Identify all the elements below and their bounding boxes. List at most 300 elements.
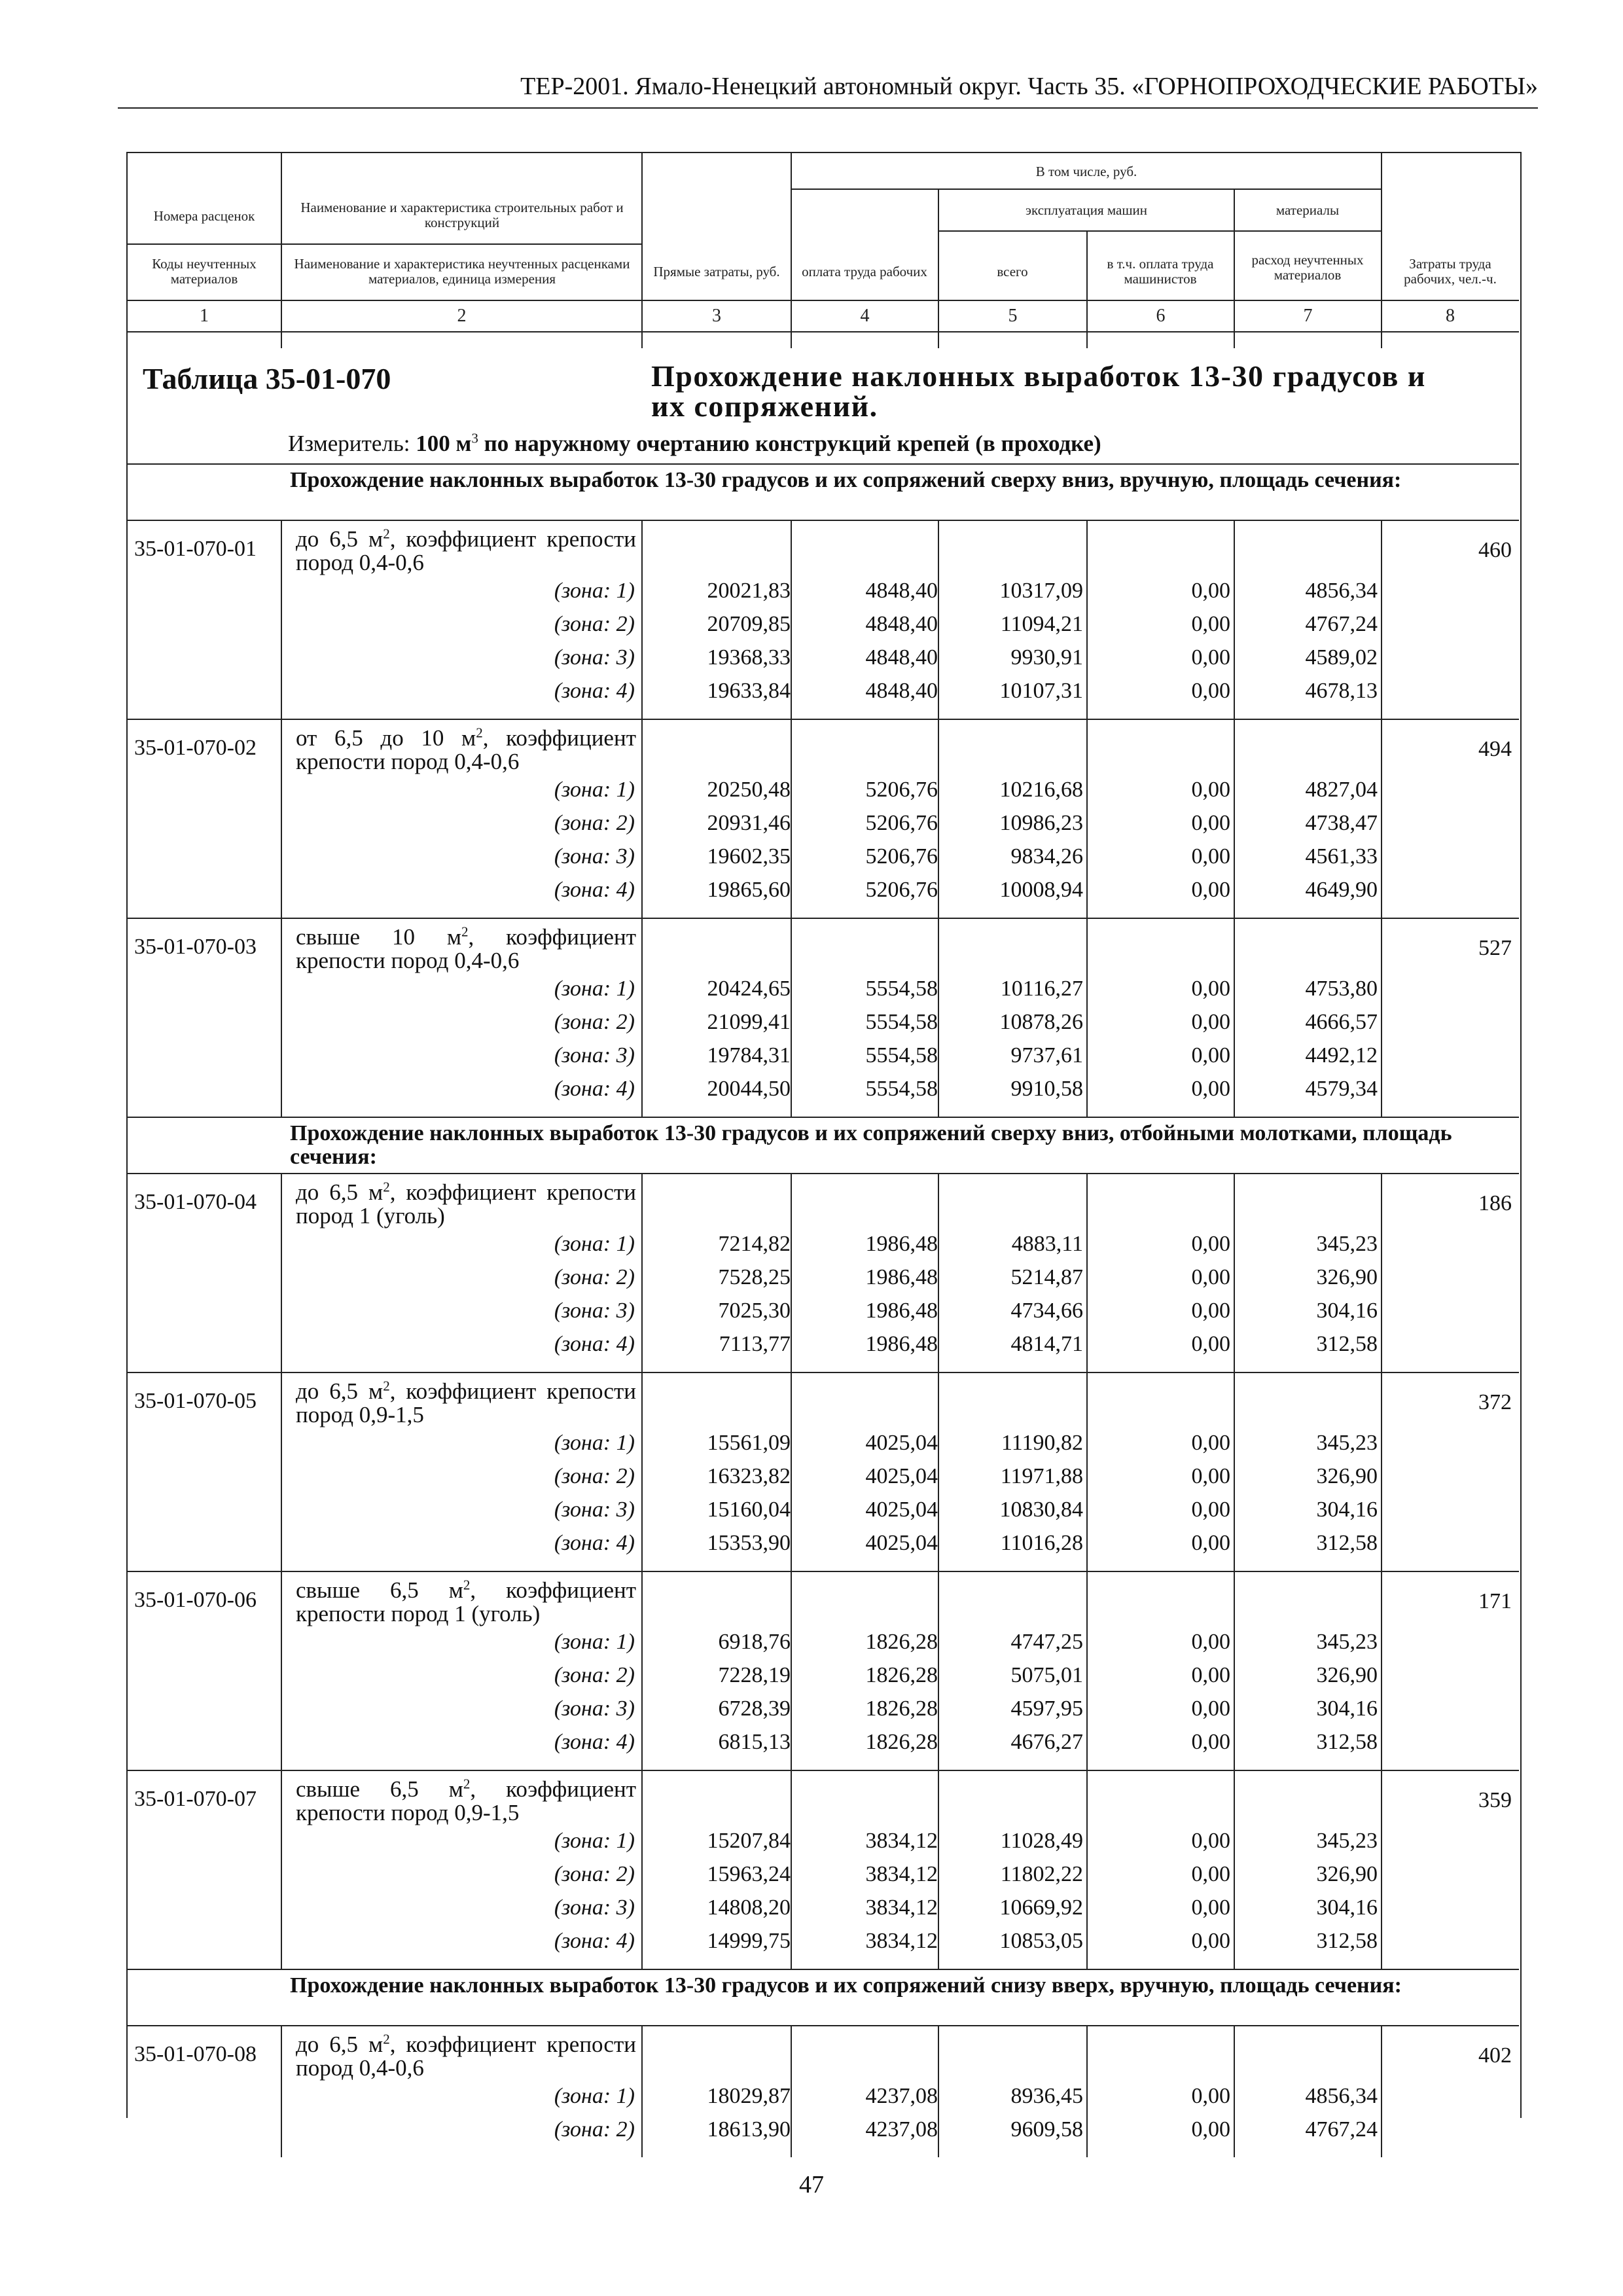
table-rule xyxy=(1086,1173,1088,1372)
table-rule xyxy=(938,1173,939,1372)
cost-value: 4589,02 xyxy=(1305,645,1378,670)
cost-value: 5075,01 xyxy=(1010,1663,1083,1687)
header-materials: материалы xyxy=(1275,202,1340,218)
zone-label: (зона: 1) xyxy=(554,579,635,603)
cost-value: 0,00 xyxy=(1191,1929,1230,1953)
cost-value: 4747,25 xyxy=(1010,1630,1083,1654)
cost-value: 0,00 xyxy=(1191,1531,1230,1555)
zone-label: (зона: 3) xyxy=(554,1696,635,1721)
cost-value: 10116,27 xyxy=(1000,977,1083,1001)
table-title: Прохождение наклонных выработок 13-30 градусов и их сопряжений. xyxy=(651,359,1426,423)
rate-description xyxy=(296,726,636,774)
table-rule xyxy=(1234,1173,1235,1372)
cost-value: 4738,47 xyxy=(1305,811,1378,835)
rate-code: 35-01-070-05 xyxy=(134,1389,257,1413)
cost-value: 4025,04 xyxy=(865,1431,938,1455)
cost-value: 0,00 xyxy=(1191,679,1230,703)
labor-hours: 171 xyxy=(1478,1589,1512,1613)
cost-value: 3834,12 xyxy=(865,1895,938,1920)
desc-sup: 2 xyxy=(383,1179,390,1195)
cost-value: 0,00 xyxy=(1191,811,1230,835)
cost-value: 0,00 xyxy=(1191,977,1230,1001)
table-rule xyxy=(938,2025,939,2157)
column-number: 1 xyxy=(200,305,209,326)
cost-value: 8936,45 xyxy=(1010,2084,1083,2108)
cost-value: 4025,04 xyxy=(865,1531,938,1555)
header-machines: эксплуатация машин xyxy=(1026,202,1147,218)
table-rule xyxy=(281,1770,282,1969)
rate-code: 35-01-070-03 xyxy=(134,935,257,959)
cost-value: 10216,68 xyxy=(999,778,1083,802)
desc-text: свыше 10 м xyxy=(296,924,461,950)
zone-label: (зона: 1) xyxy=(554,1630,635,1654)
table-rule xyxy=(641,918,643,1117)
cost-value: 0,00 xyxy=(1191,1498,1230,1522)
zone-label: (зона: 3) xyxy=(554,645,635,670)
cost-value: 20709,85 xyxy=(707,612,791,636)
table-rule xyxy=(791,719,792,918)
rate-description xyxy=(296,2033,636,2080)
zone-label: (зона: 4) xyxy=(554,1077,635,1101)
cost-value: 19633,84 xyxy=(707,679,791,703)
cost-value: 0,00 xyxy=(1191,778,1230,802)
cost-value: 9910,58 xyxy=(1010,1077,1083,1101)
cost-value: 1986,48 xyxy=(865,1332,938,1356)
table-rule xyxy=(126,719,1519,720)
table-rule xyxy=(1086,1571,1088,1770)
cost-value: 4856,34 xyxy=(1305,579,1378,603)
cost-value: 4649,90 xyxy=(1305,878,1378,902)
labor-hours: 186 xyxy=(1478,1191,1512,1215)
header-unaccounted-materials: расход неучтенных материалов xyxy=(1251,252,1364,283)
table-rule xyxy=(641,1571,643,1770)
zone-label: (зона: 3) xyxy=(554,1895,635,1920)
table-rule xyxy=(791,1372,792,1571)
cost-value: 5206,76 xyxy=(865,878,938,902)
table-rule xyxy=(281,1571,282,1770)
table-rule xyxy=(281,719,282,918)
cost-value: 6815,13 xyxy=(718,1730,791,1754)
table-rule xyxy=(126,463,1519,465)
zone-label: (зона: 1) xyxy=(554,1232,635,1256)
table-rule xyxy=(126,1372,1519,1373)
cost-value: 7214,82 xyxy=(718,1232,791,1256)
zone-label: (зона: 1) xyxy=(554,1431,635,1455)
zone-label: (зона: 1) xyxy=(554,2084,635,2108)
cost-value: 0,00 xyxy=(1191,1299,1230,1323)
desc-text: до 6,5 м xyxy=(296,2032,383,2057)
zone-label: (зона: 2) xyxy=(554,2117,635,2142)
desc-text: свыше 6,5 м xyxy=(296,1577,463,1603)
table-rule xyxy=(1234,918,1235,1117)
section-title: Прохождение наклонных выработок 13-30 градусов и их сопряжений сверху вниз, вручную, площадь сечения: xyxy=(290,468,1402,492)
header-name: Наименование и характеристика строительных работ и конструкций xyxy=(300,200,624,230)
table-rule xyxy=(791,918,792,1117)
cost-value: 4678,13 xyxy=(1305,679,1378,703)
desc-text: , коэффициент крепости пород 0,4-0,6 xyxy=(296,526,636,575)
header-name-materials: Наименование и характеристика неучтенных расценками материалов, единица измерения xyxy=(294,256,630,287)
cost-value: 4767,24 xyxy=(1305,2117,1378,2142)
cost-value: 10878,26 xyxy=(999,1010,1083,1034)
header-machines-total: всего xyxy=(997,263,1028,279)
cost-value: 0,00 xyxy=(1191,1630,1230,1654)
cost-value: 4597,95 xyxy=(1010,1696,1083,1721)
table-rule xyxy=(1086,520,1088,719)
table-rule xyxy=(1234,2025,1235,2157)
cost-value: 4561,33 xyxy=(1305,844,1378,869)
cost-value: 0,00 xyxy=(1191,1730,1230,1754)
header-direct-costs: Прямые затраты, руб. xyxy=(653,263,780,279)
table-rule xyxy=(938,719,939,918)
cost-value: 10008,94 xyxy=(999,878,1083,902)
cost-value: 4734,66 xyxy=(1010,1299,1083,1323)
cost-value: 3834,12 xyxy=(865,1929,938,1953)
cost-value: 5206,76 xyxy=(865,811,938,835)
header-machinists-pay: в т.ч. оплата труда машинистов xyxy=(1107,256,1214,287)
table-rule xyxy=(1234,1770,1235,1969)
cost-value: 0,00 xyxy=(1191,1829,1230,1853)
running-header: ТЕР-2001. Ямало-Ненецкий автономный округ. Часть 35. «ГОРНОПРОХОДЧЕСКИЕ РАБОТЫ» xyxy=(118,71,1538,109)
table-rule xyxy=(281,2025,282,2157)
labor-hours: 527 xyxy=(1478,936,1512,960)
table-rule xyxy=(1086,230,1088,348)
rate-code: 35-01-070-01 xyxy=(134,537,257,561)
header-labor-pay: оплата труда рабочих xyxy=(802,263,927,279)
zone-label: (зона: 2) xyxy=(554,1862,635,1886)
cost-value: 10830,84 xyxy=(999,1498,1083,1522)
cost-value: 20044,50 xyxy=(707,1077,791,1101)
table-rule xyxy=(281,918,282,1117)
cost-value: 19368,33 xyxy=(707,645,791,670)
cost-value: 5214,87 xyxy=(1010,1265,1083,1289)
zone-label: (зона: 1) xyxy=(554,977,635,1001)
cost-value: 0,00 xyxy=(1191,1663,1230,1687)
rate-code: 35-01-070-02 xyxy=(134,736,257,760)
cost-value: 0,00 xyxy=(1191,1431,1230,1455)
desc-text: , коэффициент крепости пород 0,4-0,6 xyxy=(296,924,636,973)
cost-value: 312,58 xyxy=(1316,1929,1378,1953)
cost-value: 0,00 xyxy=(1191,1862,1230,1886)
cost-value: 4237,08 xyxy=(865,2084,938,2108)
table-rule xyxy=(126,243,642,245)
cost-value: 4579,34 xyxy=(1305,1077,1378,1101)
cost-value: 7113,77 xyxy=(719,1332,791,1356)
zone-label: (зона: 2) xyxy=(554,1663,635,1687)
cost-value: 14999,75 xyxy=(707,1929,791,1953)
table-rule xyxy=(791,1770,792,1969)
cost-value: 14808,20 xyxy=(707,1895,791,1920)
cost-value: 20250,48 xyxy=(707,778,791,802)
cost-value: 4827,04 xyxy=(1305,778,1378,802)
desc-sup: 2 xyxy=(383,526,390,542)
cost-value: 312,58 xyxy=(1316,1332,1378,1356)
desc-text: , коэффициент крепости пород 0,9-1,5 xyxy=(296,1378,636,1427)
header-codes: Номера расценок xyxy=(153,207,255,224)
cost-value: 4856,34 xyxy=(1305,2084,1378,2108)
cost-value: 312,58 xyxy=(1316,1730,1378,1754)
cost-value: 15207,84 xyxy=(707,1829,791,1853)
labor-hours: 372 xyxy=(1478,1390,1512,1414)
table-rule xyxy=(641,2025,643,2157)
cost-value: 0,00 xyxy=(1191,844,1230,869)
cost-value: 11802,22 xyxy=(1000,1862,1083,1886)
rate-description xyxy=(296,1181,636,1228)
table-rule xyxy=(791,2025,792,2157)
labor-hours: 460 xyxy=(1478,538,1512,562)
desc-text: от 6,5 до 10 м xyxy=(296,725,476,751)
section-title: Прохождение наклонных выработок 13-30 градусов и их сопряжений снизу вверх, вручную, площадь сечения: xyxy=(290,1973,1402,1998)
table-rule xyxy=(126,1571,1519,1572)
cost-value: 9834,26 xyxy=(1010,844,1083,869)
table-rule xyxy=(938,520,939,719)
table-rule xyxy=(938,1770,939,1969)
cost-value: 4676,27 xyxy=(1010,1730,1083,1754)
cost-value: 19865,60 xyxy=(707,878,791,902)
cost-value: 11028,49 xyxy=(1000,1829,1083,1853)
cost-value: 0,00 xyxy=(1191,1332,1230,1356)
cost-value: 345,23 xyxy=(1316,1232,1378,1256)
cost-value: 15561,09 xyxy=(707,1431,791,1455)
cost-value: 20931,46 xyxy=(707,811,791,835)
table-rule xyxy=(1234,1372,1235,1571)
cost-value: 19784,31 xyxy=(707,1043,791,1067)
rate-description xyxy=(296,528,636,575)
cost-value: 3834,12 xyxy=(865,1862,938,1886)
header-labor-hours: Затраты труда рабочих, чел.-ч. xyxy=(1404,256,1497,287)
cost-value: 9737,61 xyxy=(1010,1043,1083,1067)
cost-value: 5206,76 xyxy=(865,844,938,869)
zone-label: (зона: 1) xyxy=(554,1829,635,1853)
desc-text: , коэффициент крепости пород 1 (уголь) xyxy=(296,1577,636,1626)
desc-sup: 2 xyxy=(461,924,469,940)
cost-value: 4848,40 xyxy=(865,579,938,603)
cost-value: 7025,30 xyxy=(718,1299,791,1323)
table-rule xyxy=(1234,1571,1235,1770)
desc-sup: 2 xyxy=(463,1776,471,1792)
cost-value: 326,90 xyxy=(1316,1464,1378,1488)
cost-value: 304,16 xyxy=(1316,1498,1378,1522)
cost-value: 1826,28 xyxy=(865,1730,938,1754)
desc-text: до 6,5 м xyxy=(296,1179,383,1205)
table-rule xyxy=(126,1117,1519,1118)
table-label: Таблица 35-01-070 xyxy=(143,362,391,395)
zone-label: (зона: 2) xyxy=(554,811,635,835)
measure-value: 100 м xyxy=(416,431,472,456)
cost-value: 15963,24 xyxy=(707,1862,791,1886)
cost-value: 7228,19 xyxy=(718,1663,791,1687)
zone-label: (зона: 4) xyxy=(554,1929,635,1953)
cost-value: 326,90 xyxy=(1316,1663,1378,1687)
zone-label: (зона: 4) xyxy=(554,878,635,902)
table-rule xyxy=(791,188,1381,190)
table-rule xyxy=(281,1173,282,1372)
table-rule xyxy=(938,1372,939,1571)
cost-value: 326,90 xyxy=(1316,1862,1378,1886)
measure-prefix: Измеритель: xyxy=(288,431,410,456)
table-rule xyxy=(126,1969,1519,1970)
column-number: 2 xyxy=(457,305,467,326)
table-rule xyxy=(126,2025,1519,2026)
desc-sup: 2 xyxy=(476,725,483,741)
cost-value: 0,00 xyxy=(1191,878,1230,902)
labor-hours: 402 xyxy=(1478,2043,1512,2068)
desc-text: , коэффициент крепости пород 0,9-1,5 xyxy=(296,1776,636,1825)
cost-value: 10669,92 xyxy=(999,1895,1083,1920)
zone-label: (зона: 1) xyxy=(554,778,635,802)
desc-text: , коэффициент крепости пород 0,4-0,6 xyxy=(296,2032,636,2081)
cost-value: 345,23 xyxy=(1316,1431,1378,1455)
cost-value: 10986,23 xyxy=(999,811,1083,835)
column-number: 3 xyxy=(712,305,721,326)
table-rule xyxy=(641,1372,643,1571)
cost-value: 4025,04 xyxy=(865,1464,938,1488)
header-codes-materials: Коды неучтенных материалов xyxy=(152,256,257,287)
cost-value: 5554,58 xyxy=(865,1077,938,1101)
column-number: 6 xyxy=(1156,305,1166,326)
rate-code: 35-01-070-04 xyxy=(134,1190,257,1214)
cost-value: 10317,09 xyxy=(999,579,1083,603)
table-rule xyxy=(791,1571,792,1770)
measure-description: по наружному очертанию конструкций крепей (в проходке) xyxy=(484,431,1101,456)
cost-value: 4814,71 xyxy=(1010,1332,1083,1356)
cost-value: 4848,40 xyxy=(865,645,938,670)
table-rule xyxy=(641,1173,643,1372)
desc-text: свыше 6,5 м xyxy=(296,1776,463,1802)
table-rule xyxy=(1234,520,1235,719)
cost-value: 5554,58 xyxy=(865,977,938,1001)
cost-value: 0,00 xyxy=(1191,1043,1230,1067)
labor-hours: 359 xyxy=(1478,1788,1512,1812)
cost-value: 0,00 xyxy=(1191,1895,1230,1920)
rate-code: 35-01-070-06 xyxy=(134,1588,257,1612)
cost-value: 3834,12 xyxy=(865,1829,938,1853)
cost-value: 0,00 xyxy=(1191,1010,1230,1034)
cost-value: 16323,82 xyxy=(707,1464,791,1488)
zone-label: (зона: 3) xyxy=(554,844,635,869)
cost-value: 0,00 xyxy=(1191,2084,1230,2108)
table-rule xyxy=(126,1173,1519,1174)
table-rule xyxy=(126,520,1519,521)
zone-label: (зона: 3) xyxy=(554,1299,635,1323)
header-in-that: В том числе, руб. xyxy=(1035,163,1137,179)
cost-value: 312,58 xyxy=(1316,1531,1378,1555)
zone-label: (зона: 2) xyxy=(554,1464,635,1488)
cost-value: 15353,90 xyxy=(707,1531,791,1555)
measure-sup: 3 xyxy=(471,430,478,446)
cost-value: 11094,21 xyxy=(1000,612,1083,636)
table-rule xyxy=(1086,918,1088,1117)
cost-value: 6728,39 xyxy=(718,1696,791,1721)
cost-value: 1986,48 xyxy=(865,1265,938,1289)
cost-value: 1826,28 xyxy=(865,1663,938,1687)
table-rule xyxy=(281,1372,282,1571)
cost-value: 1826,28 xyxy=(865,1696,938,1721)
column-number: 8 xyxy=(1446,305,1455,326)
table-rule xyxy=(641,1770,643,1969)
cost-value: 9930,91 xyxy=(1010,645,1083,670)
cost-value: 4666,57 xyxy=(1305,1010,1378,1034)
desc-sup: 2 xyxy=(383,2031,390,2047)
rate-code: 35-01-070-08 xyxy=(134,2042,257,2066)
cost-value: 345,23 xyxy=(1316,1829,1378,1853)
rate-description xyxy=(296,1579,636,1626)
cost-value: 4753,80 xyxy=(1305,977,1378,1001)
cost-value: 0,00 xyxy=(1191,1265,1230,1289)
zone-label: (зона: 3) xyxy=(554,1043,635,1067)
desc-text: до 6,5 м xyxy=(296,526,383,552)
cost-value: 4767,24 xyxy=(1305,612,1378,636)
cost-value: 0,00 xyxy=(1191,1696,1230,1721)
cost-value: 10107,31 xyxy=(999,679,1083,703)
cost-value: 4848,40 xyxy=(865,612,938,636)
column-number: 4 xyxy=(860,305,870,326)
cost-value: 345,23 xyxy=(1316,1630,1378,1654)
table-rule xyxy=(791,520,792,719)
rate-description xyxy=(296,1380,636,1427)
cost-value: 4025,04 xyxy=(865,1498,938,1522)
zone-label: (зона: 2) xyxy=(554,1010,635,1034)
column-number: 5 xyxy=(1008,305,1018,326)
cost-value: 9609,58 xyxy=(1010,2117,1083,2142)
cost-value: 19602,35 xyxy=(707,844,791,869)
cost-value: 304,16 xyxy=(1316,1696,1378,1721)
cost-value: 304,16 xyxy=(1316,1299,1378,1323)
cost-value: 7528,25 xyxy=(718,1265,791,1289)
table-rule xyxy=(126,918,1519,919)
table-rule xyxy=(126,331,1519,332)
page-number: 47 xyxy=(799,2171,824,2198)
section-title: Прохождение наклонных выработок 13-30 градусов и их сопряжений сверху вниз, отбойными молотками, площадь сечения: xyxy=(290,1121,1452,1169)
cost-value: 4492,12 xyxy=(1305,1043,1378,1067)
table-rule xyxy=(1086,719,1088,918)
cost-value: 18029,87 xyxy=(707,2084,791,2108)
measure-unit xyxy=(288,431,1101,457)
zone-label: (зона: 2) xyxy=(554,612,635,636)
zone-label: (зона: 2) xyxy=(554,1265,635,1289)
cost-value: 1826,28 xyxy=(865,1630,938,1654)
table-rule xyxy=(791,1173,792,1372)
zone-label: (зона: 4) xyxy=(554,1730,635,1754)
cost-value: 5554,58 xyxy=(865,1010,938,1034)
cost-value: 0,00 xyxy=(1191,1077,1230,1101)
cost-value: 5554,58 xyxy=(865,1043,938,1067)
cost-value: 21099,41 xyxy=(707,1010,791,1034)
desc-sup: 2 xyxy=(463,1577,471,1593)
table-rule xyxy=(641,520,643,719)
cost-value: 4237,08 xyxy=(865,2117,938,2142)
desc-text: , коэффициент крепости пород 1 (уголь) xyxy=(296,1179,636,1229)
cost-value: 0,00 xyxy=(1191,1232,1230,1256)
zone-label: (зона: 3) xyxy=(554,1498,635,1522)
table-rule xyxy=(1086,1372,1088,1571)
cost-value: 11016,28 xyxy=(1000,1531,1083,1555)
cost-value: 1986,48 xyxy=(865,1299,938,1323)
cost-value: 11190,82 xyxy=(1001,1431,1083,1455)
column-number: 7 xyxy=(1303,305,1313,326)
cost-value: 1986,48 xyxy=(865,1232,938,1256)
labor-hours: 494 xyxy=(1478,737,1512,761)
cost-value: 6918,76 xyxy=(718,1630,791,1654)
cost-value: 0,00 xyxy=(1191,612,1230,636)
cost-value: 11971,88 xyxy=(1000,1464,1083,1488)
cost-value: 0,00 xyxy=(1191,579,1230,603)
zone-label: (зона: 4) xyxy=(554,679,635,703)
cost-value: 20424,65 xyxy=(707,977,791,1001)
zone-label: (зона: 4) xyxy=(554,1332,635,1356)
table-rule xyxy=(938,1571,939,1770)
cost-value: 5206,76 xyxy=(865,778,938,802)
rate-description xyxy=(296,1778,636,1825)
